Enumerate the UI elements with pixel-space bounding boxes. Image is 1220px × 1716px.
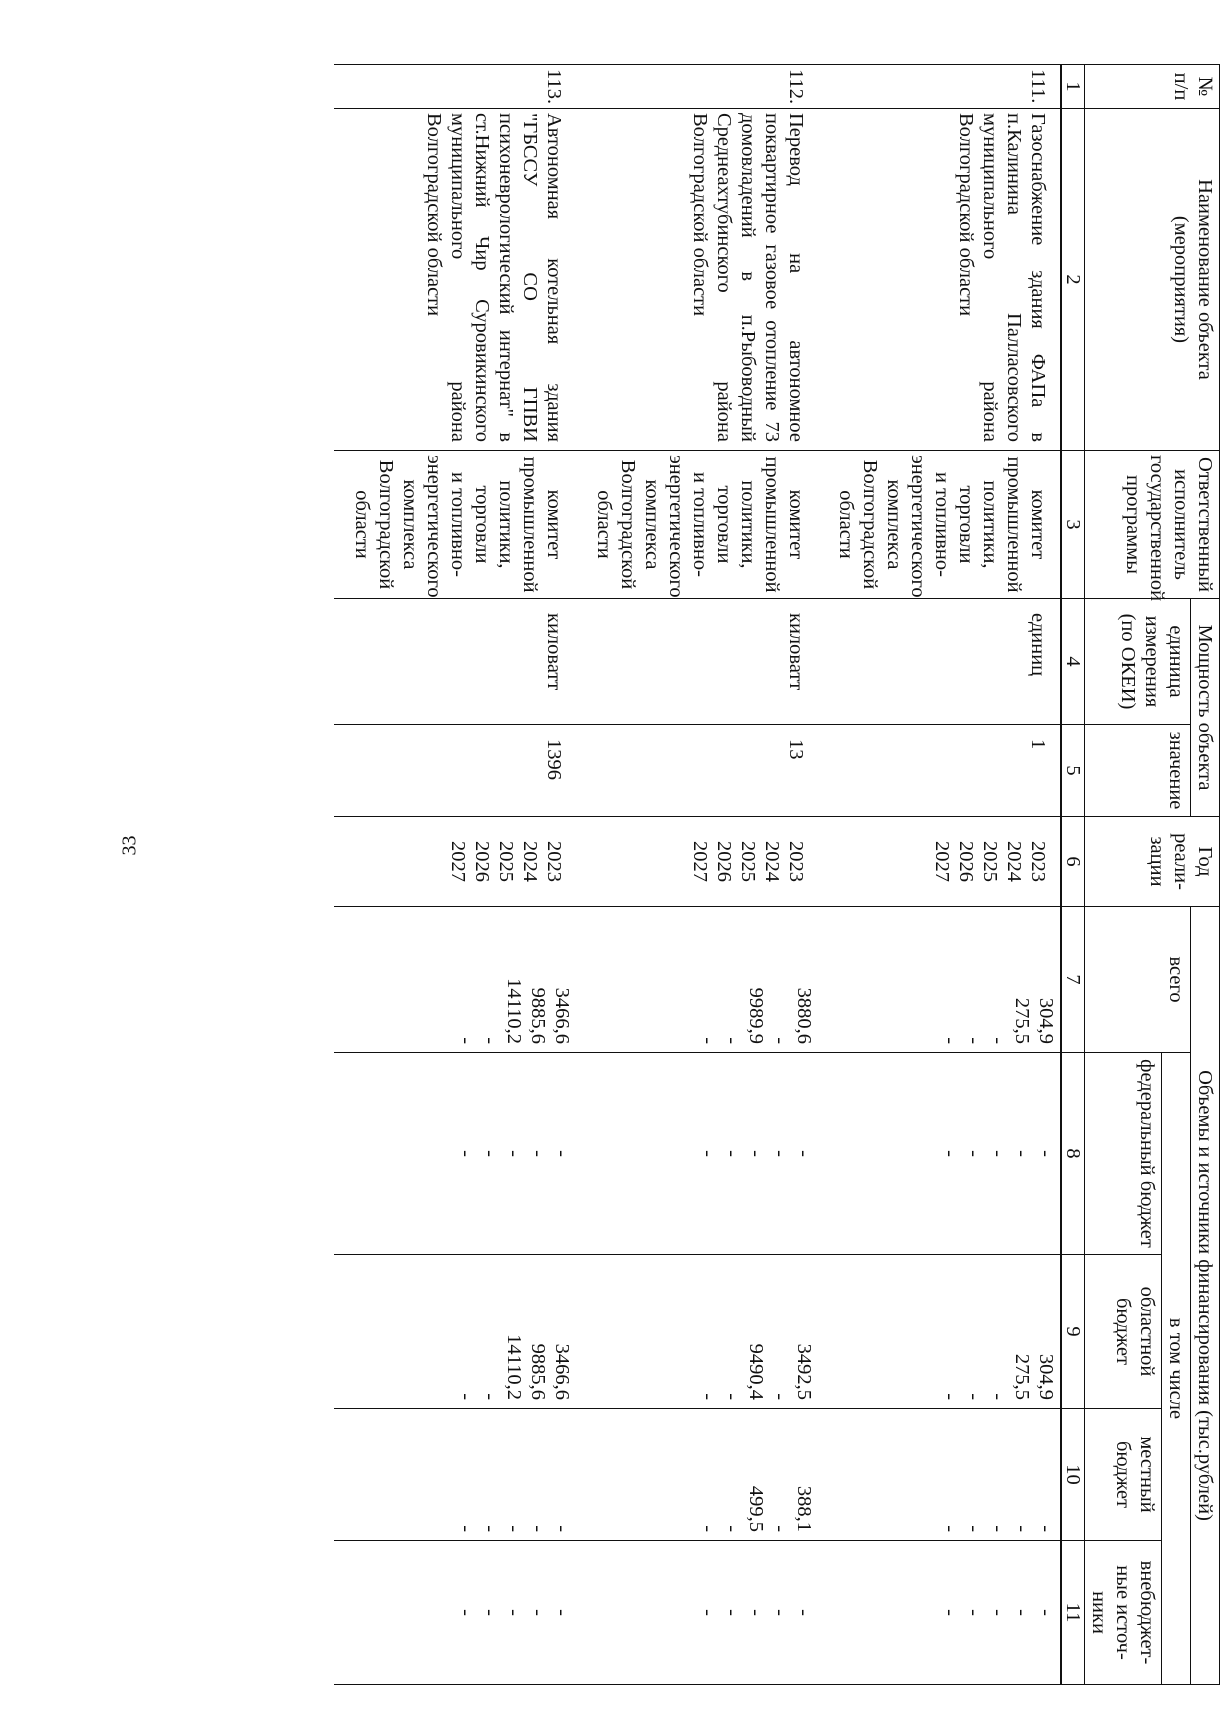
total-amount-line: 9989,9 bbox=[745, 987, 767, 1045]
implementation-years bbox=[334, 817, 576, 907]
rotated-table-container bbox=[0, 64, 1220, 1684]
federal-budget-line: - bbox=[1035, 1150, 1057, 1157]
implementation-years-line: 2023 bbox=[785, 841, 807, 883]
regional-budget-line: - bbox=[479, 1393, 501, 1401]
responsible-executor-line: энергетического bbox=[423, 455, 445, 598]
regional-budget-line: 14110,2 bbox=[503, 1334, 525, 1401]
regional-budget-line: - bbox=[455, 1393, 477, 1401]
local-budget-line: - bbox=[939, 1525, 961, 1533]
responsible-executor-line: комплекса bbox=[883, 479, 905, 570]
object-name: Перевод на автономное поквартирное газовое отопление 73 домовладений в п.Рыбоводный Среднеахтубинского района Волгоградской области bbox=[576, 109, 818, 451]
unit-of-measure: единиц bbox=[818, 599, 1061, 725]
local-budget-line: - bbox=[479, 1525, 501, 1533]
row-number: 113. bbox=[334, 65, 576, 109]
responsible-executor-line: области bbox=[835, 490, 857, 559]
federal-budget-line: - bbox=[479, 1150, 501, 1157]
capacity-value: 1396 bbox=[334, 725, 576, 817]
regional-budget-line: 3466,6 bbox=[551, 1343, 573, 1401]
column-number: 7 bbox=[1061, 907, 1085, 1053]
local-budget-line: - bbox=[697, 1525, 719, 1533]
responsible-executor-line: области bbox=[351, 490, 373, 559]
federal-budget-line: - bbox=[551, 1150, 573, 1157]
header-local: местный бюджет bbox=[1085, 1409, 1162, 1541]
federal-budget-line: - bbox=[697, 1150, 719, 1157]
implementation-years-line: 2024 bbox=[519, 841, 541, 883]
off-budget-sources-line: - bbox=[455, 1609, 477, 1616]
off-budget-sources-line: - bbox=[939, 1609, 961, 1616]
regional-budget-line: 304,9 bbox=[1035, 1353, 1057, 1401]
responsible-executor-line: Волгоградской bbox=[375, 459, 397, 590]
off-budget-sources-line: - bbox=[793, 1609, 815, 1616]
local-budget-line: - bbox=[1011, 1525, 1033, 1533]
responsible-executor-line: комитет bbox=[543, 489, 565, 560]
local-budget-line: - bbox=[1035, 1525, 1057, 1533]
responsible-executor bbox=[576, 451, 818, 599]
off-budget-sources-line: - bbox=[1035, 1609, 1057, 1616]
implementation-years-line: 2026 bbox=[713, 841, 735, 883]
off-budget-sources-line: - bbox=[745, 1609, 767, 1616]
header-name: Наименование объекта (мероприятия) bbox=[1085, 109, 1220, 451]
total-amount-line: - bbox=[697, 1037, 719, 1045]
off-budget-sources-line: - bbox=[479, 1609, 501, 1616]
local-budget-line: - bbox=[455, 1525, 477, 1533]
responsible-executor-line: комитет bbox=[785, 489, 807, 560]
total-amount-line: 304,9 bbox=[1035, 997, 1057, 1045]
federal-budget-line: - bbox=[527, 1150, 549, 1157]
off-budget-sources-line: - bbox=[721, 1609, 743, 1616]
table-header bbox=[1061, 65, 1220, 1685]
row-number: 111. bbox=[818, 65, 1061, 109]
header-executor: Ответственный исполнитель государственной программы bbox=[1085, 451, 1220, 599]
total-amount-line: - bbox=[721, 1037, 743, 1045]
total-amount-line: 9885,6 bbox=[527, 987, 549, 1045]
local-budget-line: - bbox=[527, 1525, 549, 1533]
off-budget-sources-line: - bbox=[551, 1609, 573, 1616]
implementation-years-line: 2025 bbox=[979, 841, 1001, 883]
capacity-value: 1 bbox=[818, 725, 1061, 817]
total-amount-line: - bbox=[769, 1037, 791, 1045]
total-amount-line: - bbox=[963, 1037, 985, 1045]
column-number-row bbox=[1061, 65, 1085, 1685]
federal-budget-line: - bbox=[987, 1150, 1009, 1157]
off-budget-sources bbox=[334, 1541, 576, 1685]
responsible-executor-line: комплекса bbox=[399, 479, 421, 570]
regional-budget-line: 275,5 bbox=[1011, 1353, 1033, 1401]
total-amount-line: - bbox=[455, 1037, 477, 1045]
responsible-executor-line: политики, bbox=[737, 480, 759, 569]
responsible-executor-line: торговли bbox=[955, 485, 977, 564]
federal-budget-line: - bbox=[1011, 1150, 1033, 1157]
regional-budget bbox=[818, 1255, 1061, 1409]
local-budget-line: - bbox=[987, 1525, 1009, 1533]
responsible-executor-line: политики, bbox=[979, 480, 1001, 569]
off-budget-sources-line: - bbox=[987, 1609, 1009, 1616]
federal-budget-line: - bbox=[939, 1150, 961, 1157]
total-amount bbox=[334, 907, 576, 1053]
regional-budget-line: 9490,4 bbox=[745, 1343, 767, 1401]
local-budget-line: - bbox=[769, 1525, 791, 1533]
implementation-years-line: 2024 bbox=[761, 841, 783, 883]
unit-of-measure: киловатт bbox=[576, 599, 818, 725]
implementation-years-line: 2024 bbox=[1003, 841, 1025, 883]
header-regional: областной бюджет bbox=[1085, 1255, 1162, 1409]
federal-budget-line: - bbox=[745, 1150, 767, 1157]
local-budget-line: - bbox=[721, 1525, 743, 1533]
regional-budget-line: - bbox=[939, 1393, 961, 1401]
local-budget-line: - bbox=[963, 1525, 985, 1533]
responsible-executor-line: и топливно- bbox=[447, 472, 469, 577]
responsible-executor bbox=[818, 451, 1061, 599]
header-no: № п/п bbox=[1085, 65, 1220, 109]
total-amount-line: - bbox=[987, 1037, 1009, 1045]
implementation-years bbox=[576, 817, 818, 907]
regional-budget-line: 3492,5 bbox=[793, 1343, 815, 1401]
column-number: 6 bbox=[1061, 817, 1085, 907]
local-budget-line: 499,5 bbox=[745, 1485, 767, 1533]
column-number: 10 bbox=[1061, 1409, 1085, 1541]
header-value: значение bbox=[1085, 725, 1191, 817]
off-budget-sources-line: - bbox=[503, 1609, 525, 1616]
regional-budget bbox=[334, 1255, 576, 1409]
total-amount-line: - bbox=[479, 1037, 501, 1045]
responsible-executor-line: комитет bbox=[1027, 489, 1049, 560]
responsible-executor-line: и топливно- bbox=[931, 472, 953, 577]
total-amount-line: - bbox=[939, 1037, 961, 1045]
federal-budget-line: - bbox=[769, 1150, 791, 1157]
responsible-executor-line: комплекса bbox=[641, 479, 663, 570]
federal-budget bbox=[334, 1053, 576, 1255]
off-budget-sources-line: - bbox=[769, 1609, 791, 1616]
implementation-years-line: 2025 bbox=[495, 841, 517, 883]
page-number: 33 bbox=[118, 835, 141, 856]
total-amount-line: 14110,2 bbox=[503, 978, 525, 1045]
responsible-executor-line: энергетического bbox=[907, 455, 929, 598]
federal-budget-line: - bbox=[793, 1150, 815, 1157]
implementation-years bbox=[818, 817, 1061, 907]
off-budget-sources-line: - bbox=[1011, 1609, 1033, 1616]
federal-budget bbox=[818, 1053, 1061, 1255]
header-year: Год реали-зации bbox=[1085, 817, 1220, 907]
federal-budget-line: - bbox=[503, 1150, 525, 1157]
regional-budget-line: - bbox=[721, 1393, 743, 1401]
federal-budget-line: - bbox=[721, 1150, 743, 1157]
responsible-executor-line: торговли bbox=[713, 485, 735, 564]
responsible-executor-line: Волгоградской bbox=[617, 459, 639, 590]
column-number: 3 bbox=[1061, 451, 1085, 599]
local-budget-line: - bbox=[503, 1525, 525, 1533]
responsible-executor-line: политики, bbox=[495, 480, 517, 569]
implementation-years-line: 2026 bbox=[955, 841, 977, 883]
responsible-executor bbox=[334, 451, 576, 599]
regional-budget-line: - bbox=[697, 1393, 719, 1401]
header-including: в том числе bbox=[1162, 1053, 1191, 1685]
responsible-executor-line: торговли bbox=[471, 485, 493, 564]
header-funding: Объемы и источники финансирования (тыс.рублей) bbox=[1191, 907, 1220, 1685]
total-amount-line: 3466,6 bbox=[551, 987, 573, 1045]
total-amount bbox=[576, 907, 818, 1053]
responsible-executor-line: промышленной bbox=[761, 456, 783, 593]
header-total: всего bbox=[1085, 907, 1191, 1053]
header-federal: федеральный бюджет bbox=[1085, 1053, 1162, 1255]
federal-budget bbox=[576, 1053, 818, 1255]
local-budget bbox=[818, 1409, 1061, 1541]
total-amount bbox=[818, 907, 1061, 1053]
off-budget-sources-line: - bbox=[697, 1609, 719, 1616]
header-offbudget: внебюджет-ные источ-ники bbox=[1085, 1541, 1162, 1685]
regional-budget-line: - bbox=[769, 1393, 791, 1401]
responsible-executor-line: области bbox=[593, 490, 615, 559]
federal-budget-line: - bbox=[455, 1150, 477, 1157]
table-row bbox=[818, 65, 1061, 1685]
column-number: 8 bbox=[1061, 1053, 1085, 1255]
header-capacity: Мощность объекта bbox=[1191, 599, 1220, 817]
local-budget-line: - bbox=[551, 1525, 573, 1533]
implementation-years-line: 2027 bbox=[689, 841, 711, 883]
total-amount-line: 275,5 bbox=[1011, 997, 1033, 1045]
responsible-executor-line: промышленной bbox=[1003, 456, 1025, 593]
local-budget bbox=[576, 1409, 818, 1541]
implementation-years-line: 2026 bbox=[471, 841, 493, 883]
regional-budget bbox=[576, 1255, 818, 1409]
unit-of-measure: киловатт bbox=[334, 599, 576, 725]
regional-budget-line: - bbox=[987, 1393, 1009, 1401]
row-number: 112. bbox=[576, 65, 818, 109]
column-number: 5 bbox=[1061, 725, 1085, 817]
column-number: 11 bbox=[1061, 1541, 1085, 1685]
responsible-executor-line: промышленной bbox=[519, 456, 541, 593]
column-number: 2 bbox=[1061, 109, 1085, 451]
column-number: 1 bbox=[1061, 65, 1085, 109]
header-unit: единица измерения (по ОКЕИ) bbox=[1085, 599, 1191, 725]
responsible-executor-line: и топливно- bbox=[689, 472, 711, 577]
object-name: Газоснабжение здания ФАПа в п.Калинина Палласовского муниципального района Волгоградской области bbox=[818, 109, 1061, 451]
table-row bbox=[576, 65, 818, 1685]
object-name: Автономная котельная здания "ГБССУ СО ГПВИ психоневрологический интернат" в ст.Нижний Чир Суровикинского муниципального района Волгоградской области bbox=[334, 109, 576, 451]
local-budget-line: 388,1 bbox=[793, 1485, 815, 1533]
total-amount-line: 3880,6 bbox=[793, 987, 815, 1045]
regional-budget-line: 9885,6 bbox=[527, 1343, 549, 1401]
regional-budget-line: - bbox=[963, 1393, 985, 1401]
responsible-executor-line: Волгоградской bbox=[859, 459, 881, 590]
column-number: 9 bbox=[1061, 1255, 1085, 1409]
table-row bbox=[334, 65, 576, 1685]
responsible-executor-line: энергетического bbox=[665, 455, 687, 598]
federal-budget-line: - bbox=[963, 1150, 985, 1157]
off-budget-sources-line: - bbox=[963, 1609, 985, 1616]
off-budget-sources-line: - bbox=[527, 1609, 549, 1616]
table-body bbox=[334, 65, 1061, 1685]
capacity-value: 13 bbox=[576, 725, 818, 817]
local-budget bbox=[334, 1409, 576, 1541]
implementation-years-line: 2027 bbox=[447, 841, 469, 883]
off-budget-sources bbox=[576, 1541, 818, 1685]
financing-table bbox=[334, 64, 1220, 1685]
implementation-years-line: 2027 bbox=[931, 841, 953, 883]
off-budget-sources bbox=[818, 1541, 1061, 1685]
implementation-years-line: 2023 bbox=[543, 841, 565, 883]
column-number: 4 bbox=[1061, 599, 1085, 725]
implementation-years-line: 2023 bbox=[1027, 841, 1049, 883]
implementation-years-line: 2025 bbox=[737, 841, 759, 883]
